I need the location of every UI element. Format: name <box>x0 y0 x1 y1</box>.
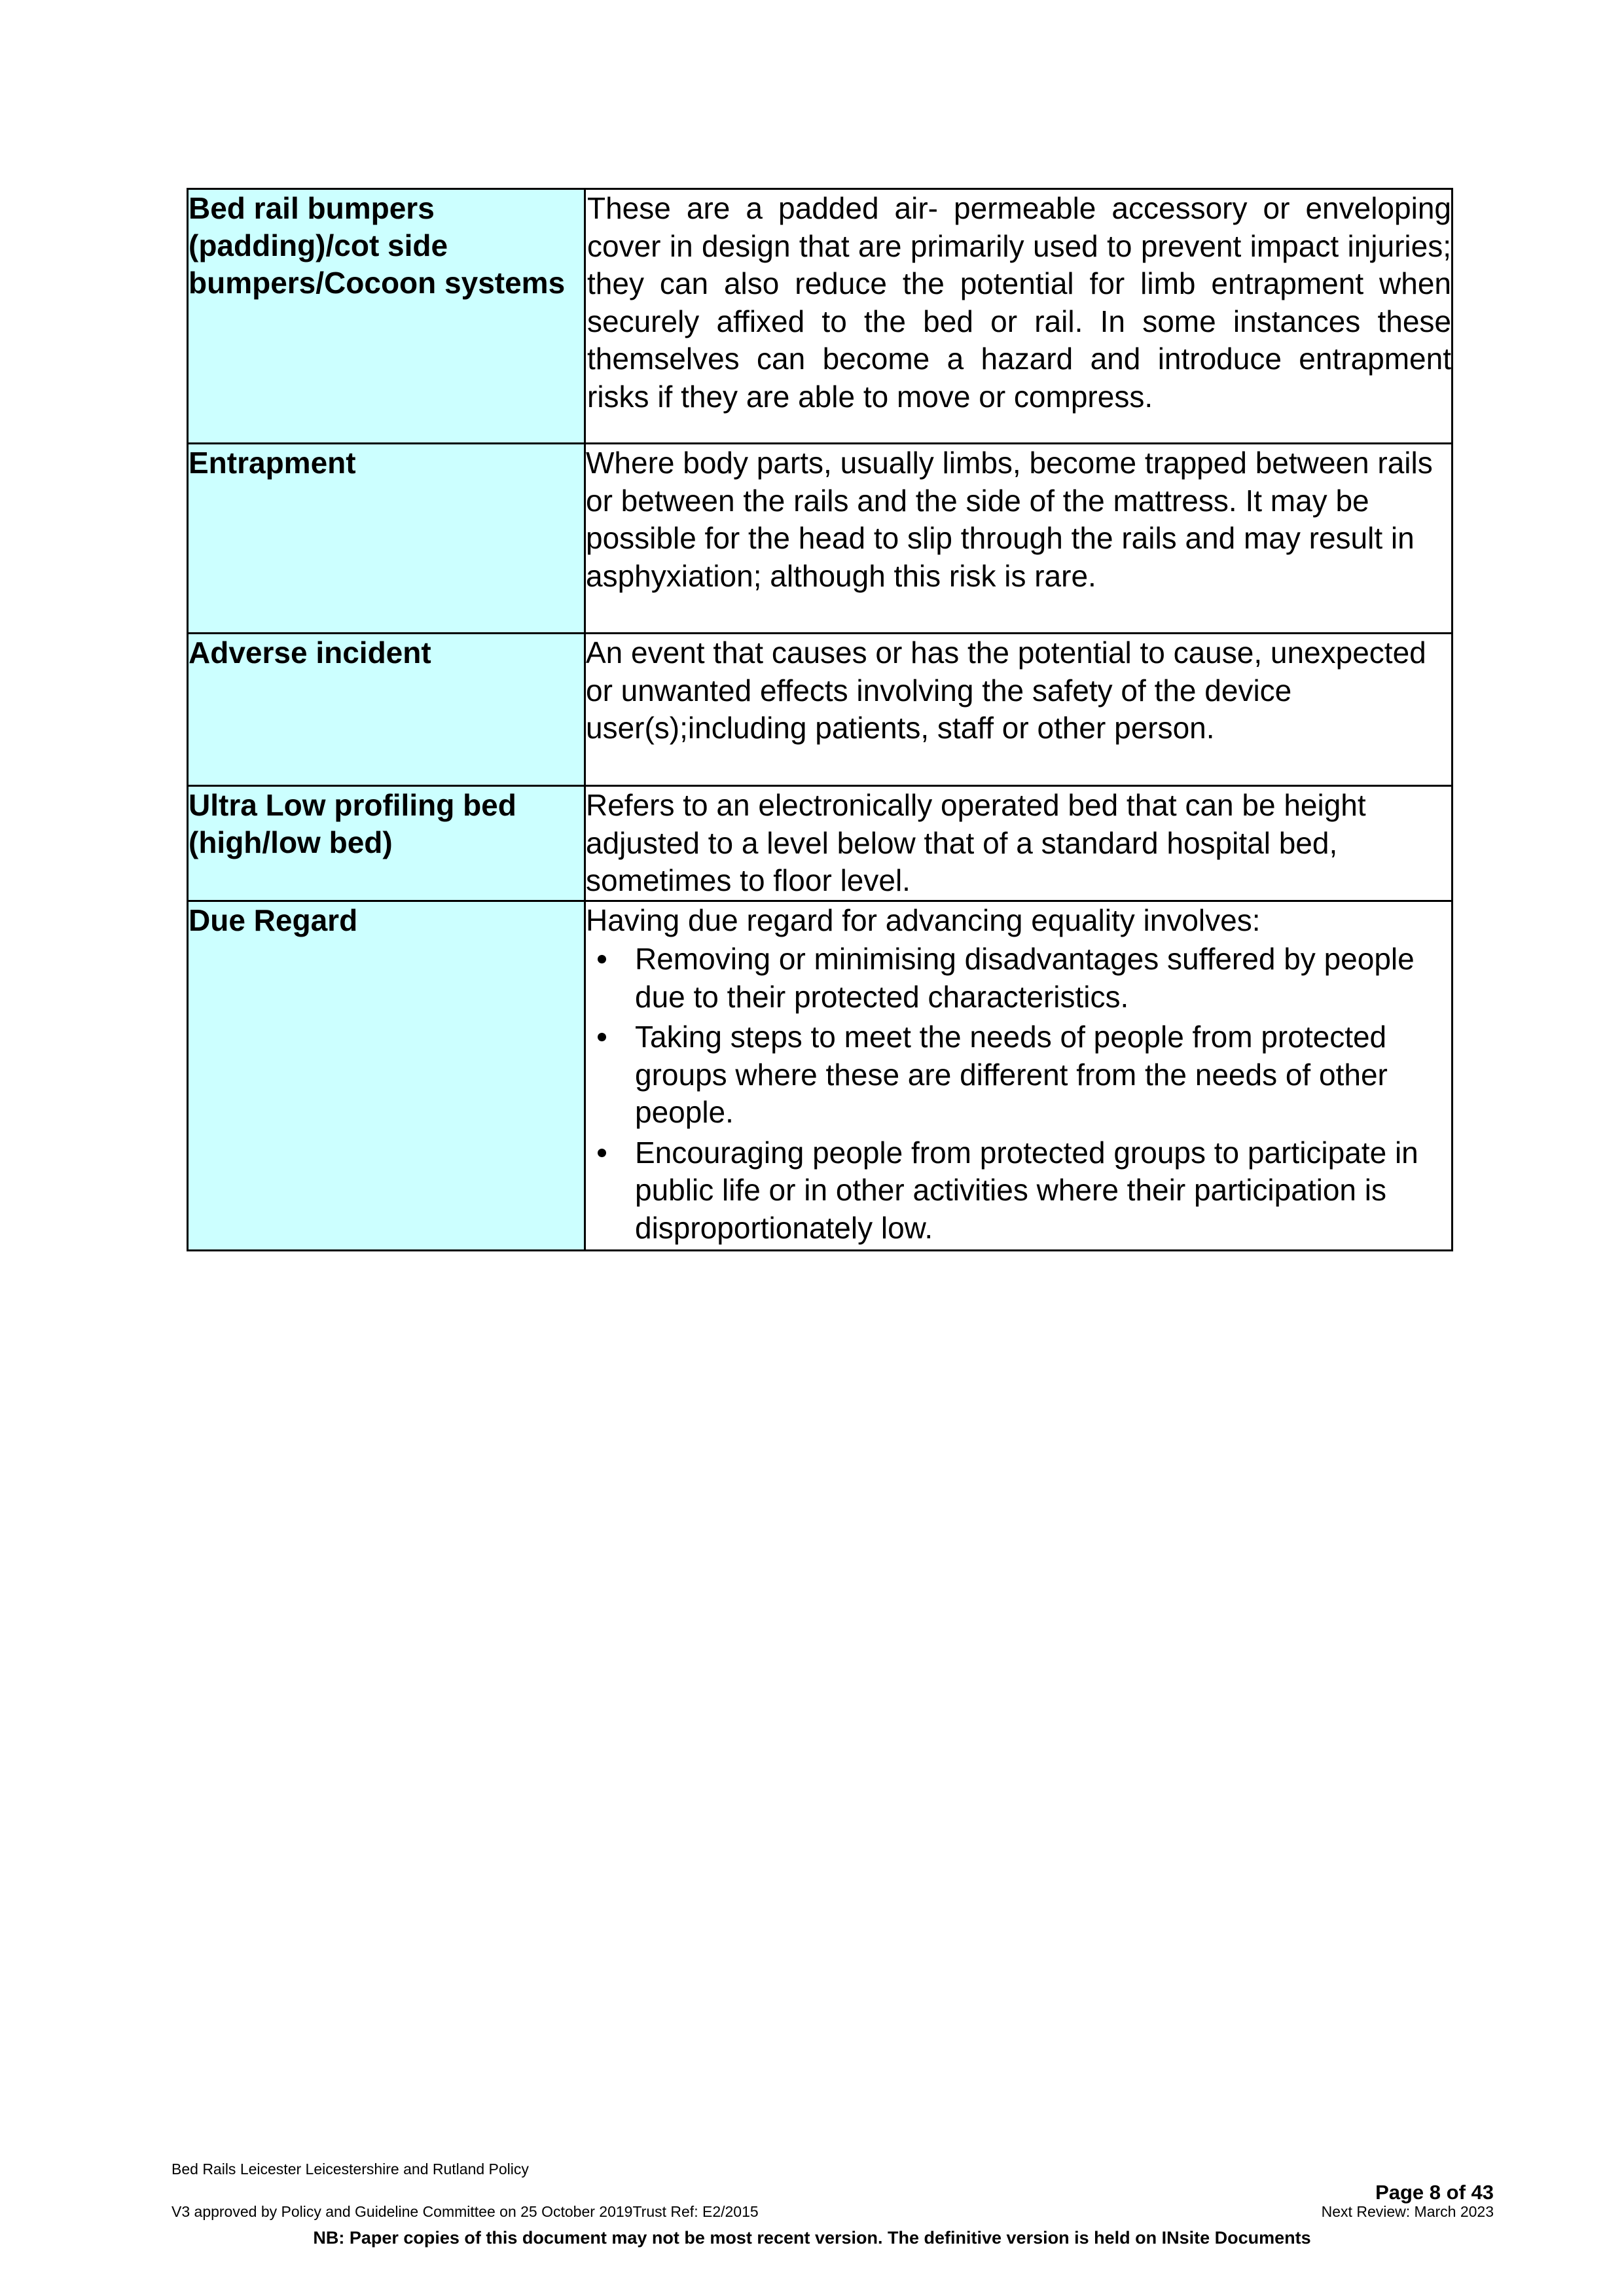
description-cell: An event that causes or has the potential to cause, unexpected or unwanted effects involving the safety of the device user(s);including patients, staff or other person. <box>585 634 1453 786</box>
term-cell: Entrapment <box>188 444 585 634</box>
list-item <box>586 941 1451 1016</box>
footer-approval: V3 approved by Policy and Guideline Committee on 25 October 2019Trust Ref: E2/2015 <box>171 2203 759 2220</box>
bullet-list <box>586 941 1451 1247</box>
list-item <box>586 1134 1451 1247</box>
list-item-text: Encouraging people from protected groups to participate in public life or in other activities where their participation is disproportionately low. <box>635 1135 1418 1245</box>
table-row <box>188 634 1453 786</box>
table-row <box>188 189 1453 444</box>
footer-next-review: Next Review: March 2023 <box>1321 2203 1494 2220</box>
term-cell: Due Regard <box>188 901 585 1251</box>
description-cell: Where body parts, usually limbs, become trapped between rails or between the rails and the side of the mattress. It may be possible for the head to slip through the rails and may result in asphyxiation; although this risk is rare. <box>585 444 1453 634</box>
definitions-table <box>187 188 1453 1251</box>
list-item-text: Removing or minimising disadvantages suffered by people due to their protected characteristics. <box>635 942 1415 1014</box>
description-intro: Having due regard for advancing equality involves: <box>586 903 1261 937</box>
description-cell: These are a padded air- permeable accessory or enveloping cover in design that are primarily used to prevent impact injuries; they can also reduce the potential for limb entrapment when securely affixed to the bed or rail. In some instances these themselves can become a hazard and introduce entrapment risks if they are able to move or compress. <box>585 189 1453 444</box>
bullet-icon <box>598 955 606 963</box>
table-row <box>188 444 1453 634</box>
description-cell <box>585 901 1453 1251</box>
bullet-icon <box>598 1149 606 1157</box>
table-row <box>188 786 1453 901</box>
list-item <box>586 1018 1451 1132</box>
footer-policy-title: Bed Rails Leicester Leicestershire and Rutland Policy <box>171 2161 529 2178</box>
table-row <box>188 901 1453 1251</box>
footer-page-number: Page 8 of 43 <box>1375 2181 1494 2204</box>
term-cell: Ultra Low profiling bed (high/low bed) <box>188 786 585 901</box>
bullet-icon <box>598 1033 606 1041</box>
list-item-text: Taking steps to meet the needs of people from protected groups where these are different from the needs of other people. <box>635 1020 1388 1129</box>
description-cell: Refers to an electronically operated bed that can be height adjusted to a level below that of a standard hospital bed, sometimes to floor level. <box>585 786 1453 901</box>
term-cell: Bed rail bumpers (padding)/cot side bumpers/Cocoon systems <box>188 189 585 444</box>
footer-disclaimer: NB: Paper copies of this document may not be most recent version. The definitive version is held on INsite Documents <box>313 2228 1311 2248</box>
term-cell: Adverse incident <box>188 634 585 786</box>
